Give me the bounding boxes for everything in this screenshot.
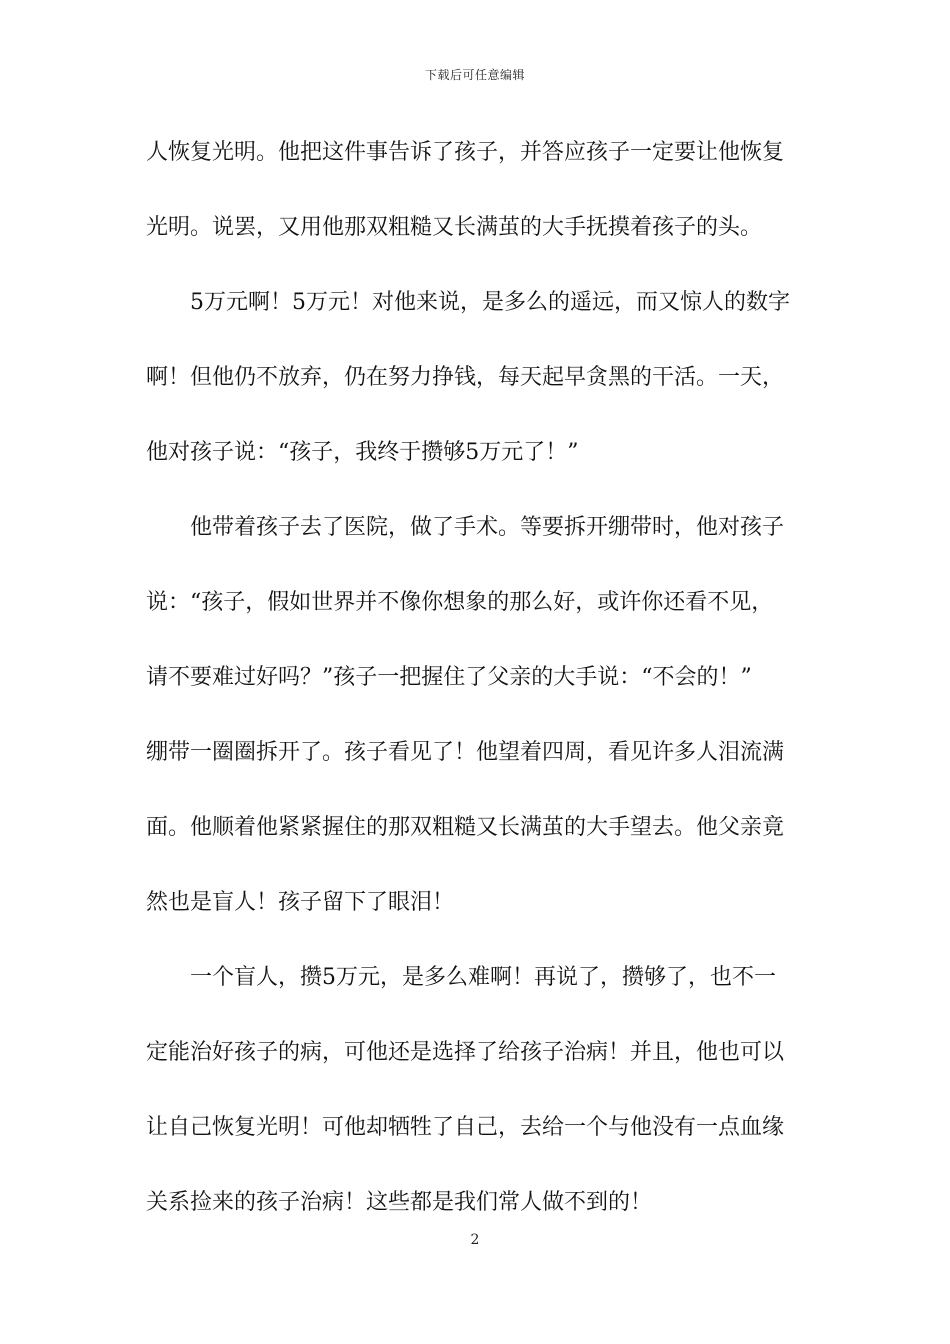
text-line: 然也是盲人！孩子留下了眼泪！ <box>146 890 455 915</box>
text-line: 绷带一圈圈拆开了。孩子看见了！他望着四周，看见许多人泪流满 <box>146 740 785 765</box>
text-line: 让自己恢复光明！可他却牺牲了自己，去给一个与他没有一点血缘 <box>146 1115 785 1140</box>
document-body <box>146 128 808 1227</box>
page-number: 2 <box>470 1232 480 1248</box>
text-line: 他对孩子说：“孩子，我终于攒够5万元了！” <box>146 440 579 465</box>
paragraph-start-line: 一个盲人，攒5万元，是多么难啊！再说了，攒够了，也不一 <box>190 965 776 990</box>
text-line: 关系捡来的孩子治病！这些都是我们常人做不到的！ <box>146 1190 653 1215</box>
text-line: 说：“孩子，假如世界并不像你想象的那么好，或许你还看不见， <box>146 590 774 615</box>
paragraph-start-line: 他带着孩子去了医院，做了手术。等要拆开绷带时，他对孩子 <box>190 515 785 540</box>
text-line: 人恢复光明。他把这件事告诉了孩子，并答应孩子一定要让他恢复 <box>146 140 785 165</box>
text-line: 光明。说罢，又用他那双粗糙又长满茧的大手抚摸着孩子的头。 <box>146 215 763 240</box>
page-header: 下载后可任意编辑 <box>424 68 525 82</box>
text-line: 请不要难过好吗？”孩子一把握住了父亲的大手说：“不会的！” <box>146 665 752 690</box>
paragraph-start-line: 5万元啊！5万元！对他来说，是多么的遥远，而又惊人的数字 <box>190 290 790 315</box>
text-line: 啊！但他仍不放弃，仍在努力挣钱，每天起早贪黑的干活。一天， <box>146 365 785 390</box>
text-line: 面。他顺着他紧紧握住的那双粗糙又长满茧的大手望去。他父亲竟 <box>146 815 785 840</box>
text-line: 定能治好孩子的病，可他还是选择了给孩子治病！并且，他也可以 <box>146 1040 785 1065</box>
